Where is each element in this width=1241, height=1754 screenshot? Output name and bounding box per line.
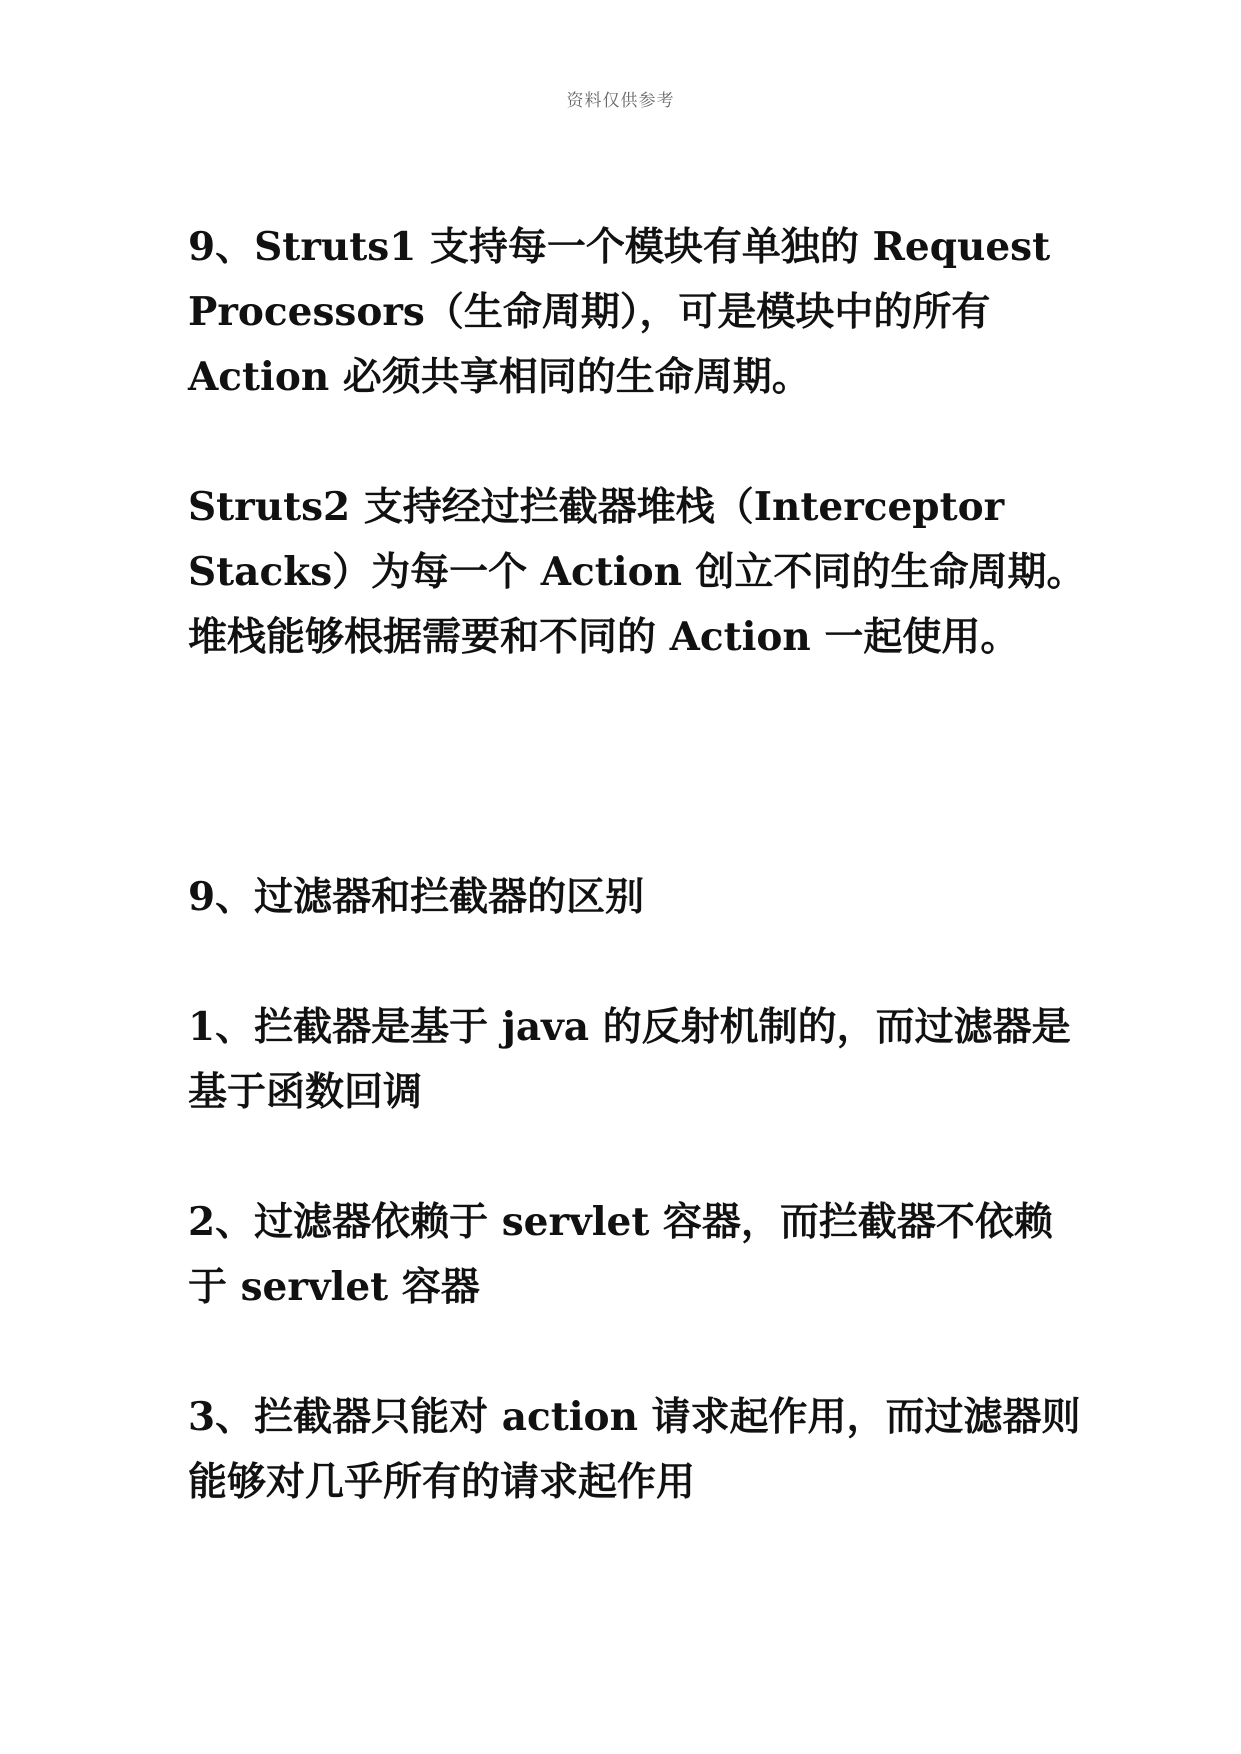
list-item-1: 1、拦截器是基于 java 的反射机制的，而过滤器是基于函数回调 [188, 1004, 1071, 1115]
paragraph-struts1-lifecycle: 9、Struts1 支持每一个模块有单独的 Request Processors（生命周期），可是模块中的所有 Action 必须共享相同的生命周期。 [188, 224, 1064, 400]
list-item-3: 3、拦截器只能对 action 请求起作用，而过滤器则能够对几乎所有的请求起作用 [188, 1394, 1081, 1505]
list-item-2: 2、过滤器依赖于 servlet 容器，而拦截器不依赖于 servlet 容器 [188, 1199, 1053, 1310]
paragraph-struts2-lifecycle: Struts2 支持经过拦截器堆栈（Interceptor Stacks）为每一个 Action 创立不同的生命周期。堆栈能够根据需要和不同的 Action 一起使用。 [188, 484, 1086, 660]
section-heading-filter-vs-interceptor: 9、过滤器和拦截器的区别 [188, 874, 645, 920]
document-body [188, 215, 1088, 1515]
page-header: 资料仅供参考 [566, 91, 675, 111]
